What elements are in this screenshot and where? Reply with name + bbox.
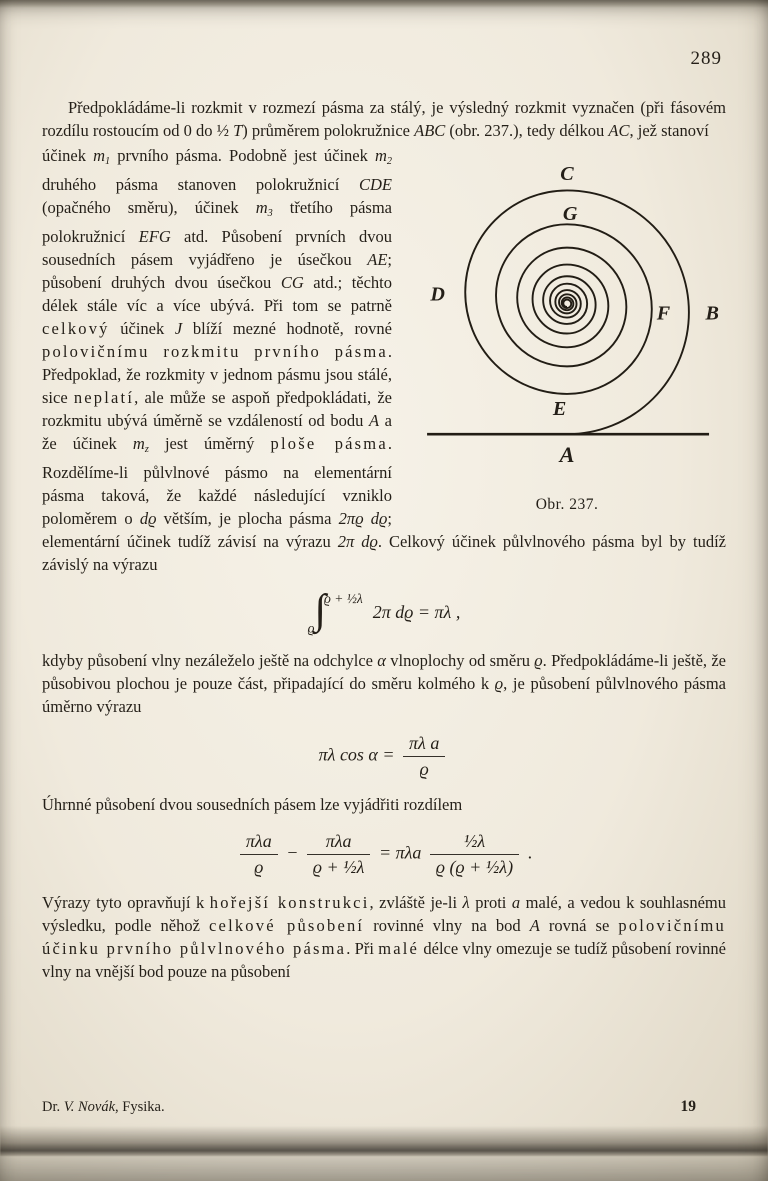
- label-D: D: [430, 283, 445, 306]
- integral-lower-limit: ϱ: [307, 620, 315, 636]
- label-A: A: [559, 441, 575, 467]
- spiral-curve: [465, 190, 689, 434]
- fraction-2-numerator: πλa: [307, 831, 371, 855]
- paragraph-zones: C G D F B E A Obr. 237. účinek $m_1$ prvního pásma. Podobně jest účinek $m_2$ druhého pásma stanoven polokružnicí CDE (opačného směru), účinek $m_3$ třetího pásma polokružnicí EFG atd. Působení prvních dvou sousedních pásem vyjádřeno je úsečkou AE; působení druhých dvou úsečkou CG atd.; těchto délek stále víc a více ubývá. Při tom se patrně celkový účinek J blíží mezné hodnotě, rovné polovičnímu rozkmitu prvního pásma. Předpoklad, že rozkmity v jednom pásmu jsou stálé, sice neplatí, ale může se aspoň předpokládati, že rozkmitu ubývá úměrně se vzdáleností od bodu A a že účinek $m_z$ jest úměrný ploše pásma. Rozdělíme-li půlvlnové pásmo na elementární pásma taková, že každé následující vzniklo poloměrem o dϱ větším, je plocha pásma 2πϱ dϱ; elementární účinek tudíž závisí na výrazu 2π dϱ. Celkový účinek půlvlnového pásma byl by tudíž závislý na výrazu: [42, 146, 726, 574]
- formula-difference: [42, 831, 726, 878]
- equals-term: = πλa: [378, 842, 422, 863]
- label-B: B: [705, 302, 719, 325]
- integral-sign: ∫: [314, 587, 327, 634]
- fraction-1-numerator: πλa: [240, 831, 278, 855]
- fraction-2-denominator: ϱ + ½λ: [312, 857, 365, 878]
- fraction-3-denominator: ϱ (ϱ + ½λ): [435, 857, 514, 878]
- minus-sign: −: [286, 842, 299, 863]
- label-F: F: [656, 302, 671, 325]
- paragraph-intro: Předpokládáme-li rozkmit v rozmezí pásma za stálý, je výsledný rozkmit vyznačen (při fásovém rozdílu rostoucím od 0 do ½ T) průměrem polokružnice ABC (obr. 237.), tedy délkou AC, jež stanoví: [42, 98, 726, 140]
- fraction-3-numerator: ½λ: [430, 831, 519, 855]
- cosine-numerator: πλ a: [403, 733, 445, 757]
- formula-zone-integral: [42, 587, 726, 637]
- label-C: C: [560, 162, 574, 185]
- integral-upper-limit: ϱ + ½λ: [324, 590, 363, 606]
- cosine-lhs: πλ cos α =: [318, 744, 395, 765]
- figure-obr-237: [408, 148, 726, 516]
- scan-artifact-bottom-edge: [0, 1126, 768, 1156]
- page-footer: [42, 1098, 726, 1116]
- fraction-1-denominator: ϱ: [254, 857, 264, 878]
- cosine-denominator: ϱ: [419, 759, 429, 780]
- difference-fraction-3: [430, 831, 519, 878]
- cosine-fraction: [403, 733, 445, 780]
- paragraph-difference-intro: Úhrnné působení dvou sousedních pásem lze vyjádřiti rozdílem: [42, 795, 463, 815]
- formula-period: .: [527, 842, 533, 863]
- label-E: E: [552, 398, 567, 421]
- figure-caption: Obr. 237.: [535, 495, 599, 513]
- formula-cosine: [42, 733, 726, 780]
- paragraph-obliquity: kdyby působení vlny nezáleželo ještě na odchylce α vlnoplochy od směru ϱ. Předpokládáme-li ještě, že působivou plochou je pouze část, připadající do směru kolmého k ϱ, je působení půlvlnového pásma úměrno výrazu: [42, 651, 726, 717]
- paragraph-conclusion: Výrazy tyto opravňují k hořejší konstrukci, zvláště je-li λ proti a malé, a vedou k souhlasnému výsledku, podle něhož celkové působení rovinné vlny na bod A rovná se polovičnímu účinku prvního půlvlnového pásma. Při malé délce vlny omezuje se tudíž působení rovinné vlny na vnější bod pouze na působení: [42, 893, 726, 982]
- page-number: 289: [690, 48, 722, 69]
- difference-fraction-2: [307, 831, 371, 878]
- label-G: G: [562, 203, 578, 226]
- footer-signature-number: 19: [680, 1098, 696, 1115]
- integral-body: 2π dϱ = πλ ,: [372, 601, 461, 622]
- difference-fraction-1: [240, 831, 278, 878]
- vibration-spiral-diagram: [408, 148, 726, 479]
- footer-author: Dr. V. Novák, Fysika.: [42, 1099, 165, 1115]
